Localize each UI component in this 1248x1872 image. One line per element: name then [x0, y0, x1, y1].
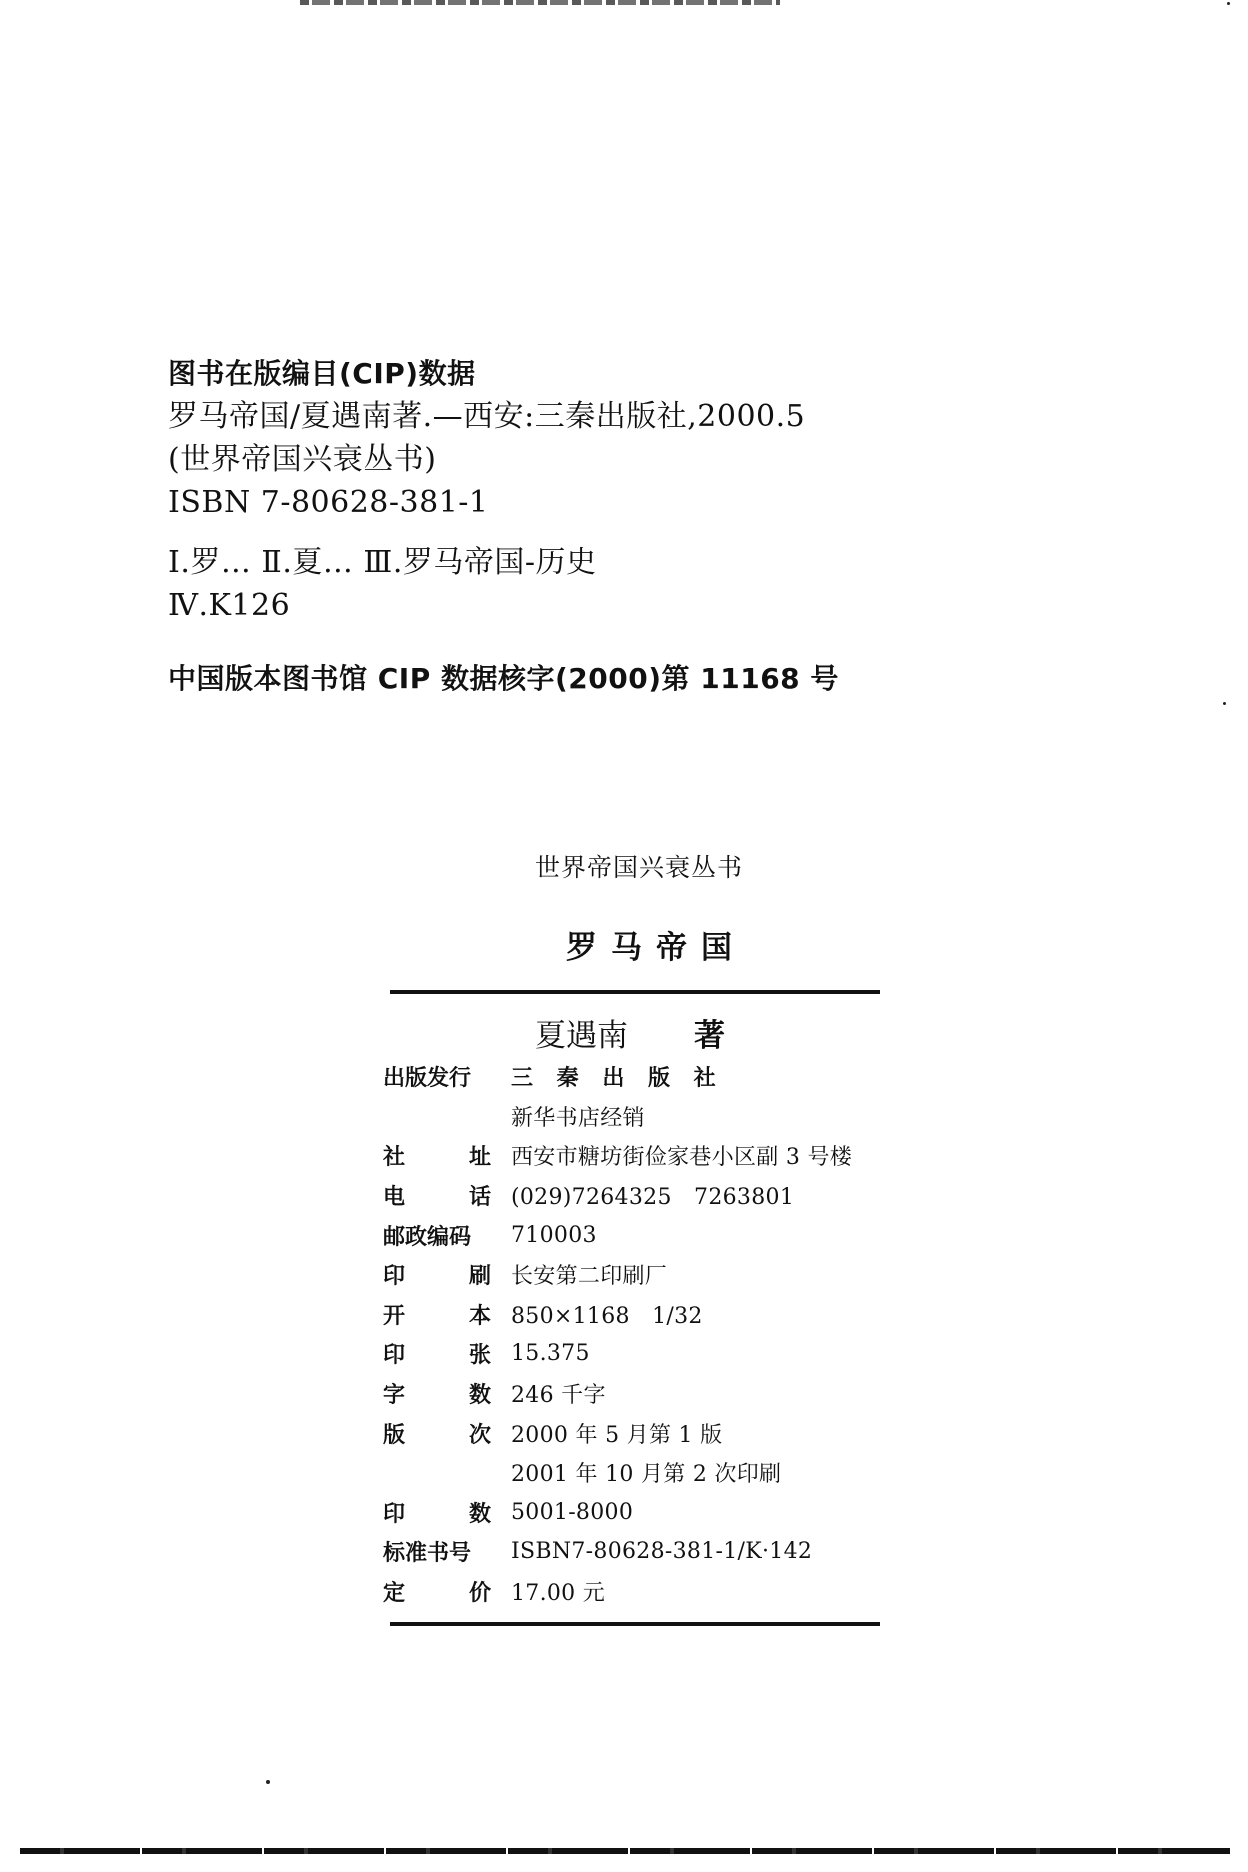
colophon-label-part: 张 — [468, 1343, 491, 1369]
colophon-row — [383, 1572, 903, 1612]
author-line — [535, 1010, 725, 1055]
colophon-label — [383, 1536, 491, 1567]
colophon-row — [383, 1176, 903, 1216]
cip-isbn-line: ISBN 7-80628-381-1 — [168, 485, 489, 520]
colophon-row — [383, 1097, 903, 1137]
colophon-row — [383, 1374, 903, 1414]
cip-subject-line: Ⅰ.罗… Ⅱ.夏… Ⅲ.罗马帝国-历史 — [168, 545, 597, 580]
colophon-label — [383, 1299, 491, 1330]
colophon-value: 15.375 — [511, 1341, 590, 1367]
colophon-value: 2000 年 5 月第 1 版 — [511, 1422, 723, 1448]
colophon-value: ISBN7-80628-381-1/K·142 — [511, 1539, 813, 1565]
colophon-label-part: 印 — [383, 1501, 406, 1527]
colophon-value: 5001-8000 — [511, 1499, 634, 1525]
divider-bottom — [390, 1622, 880, 1626]
colophon-row — [383, 1255, 903, 1295]
divider-top — [390, 990, 880, 994]
colophon-label-part: 邮政编码 — [383, 1224, 472, 1250]
cip-approval-number: 中国版本图书馆 CIP 数据核字(2000)第 11168 号 — [168, 662, 839, 695]
series-name: 世界帝国兴衰丛书 — [535, 853, 744, 882]
scan-speck — [1227, 2, 1230, 5]
colophon-label-part: 社 — [383, 1145, 406, 1171]
book-title: 罗马帝国 — [566, 930, 746, 966]
scan-edge-bottom — [20, 1848, 1230, 1854]
colophon-value: 三 秦 出 版 社 — [511, 1066, 724, 1092]
colophon-label — [383, 1180, 491, 1211]
colophon-row — [383, 1215, 903, 1255]
cip-data-block — [168, 352, 928, 700]
author-name: 夏遇南 — [535, 1018, 628, 1054]
colophon-label-part: 次 — [468, 1422, 491, 1448]
colophon-row — [383, 1334, 903, 1374]
colophon-label-part: 印 — [383, 1343, 406, 1369]
colophon-table — [383, 1057, 903, 1611]
colophon-row — [383, 1493, 903, 1533]
colophon-label-part: 出版发行 — [383, 1066, 472, 1092]
colophon-value: 新华书店经销 — [511, 1105, 645, 1131]
colophon-value: 246 千字 — [511, 1383, 606, 1409]
colophon-value: 2001 年 10 月第 2 次印刷 — [511, 1462, 782, 1488]
colophon-row — [383, 1532, 903, 1572]
scan-edge-top — [300, 0, 780, 5]
colophon-label-part: 版 — [383, 1422, 406, 1448]
colophon-label-part: 话 — [468, 1185, 491, 1211]
cip-bibliographic-line: 罗马帝国/夏遇南著.—西安:三秦出版社,2000.5 — [168, 399, 806, 434]
colophon-value: 长安第二印刷厂 — [511, 1264, 668, 1290]
colophon-value: (029)7264325 7263801 — [511, 1185, 795, 1211]
cip-heading: 图书在版编目(CIP)数据 — [168, 357, 476, 390]
colophon-row — [383, 1136, 903, 1176]
colophon-label — [383, 1259, 491, 1290]
colophon-label — [383, 1378, 491, 1409]
colophon-label-part: 开 — [383, 1303, 406, 1329]
colophon-label-part: 电 — [383, 1185, 406, 1211]
colophon-row — [383, 1413, 903, 1453]
colophon-label — [383, 1061, 491, 1092]
colophon-label — [383, 1338, 491, 1369]
colophon-label — [383, 1418, 491, 1449]
colophon-row — [383, 1057, 903, 1097]
cip-series-line: (世界帝国兴衰丛书) — [168, 442, 437, 477]
colophon-label-part: 本 — [468, 1303, 491, 1329]
colophon-label-part: 字 — [383, 1383, 406, 1409]
colophon-label-part: 印 — [383, 1264, 406, 1290]
colophon-label-part: 数 — [468, 1501, 491, 1527]
colophon-label-part: 定 — [383, 1581, 406, 1607]
colophon-value: 17.00 元 — [511, 1581, 606, 1607]
colophon-label-part: 刷 — [468, 1264, 491, 1290]
colophon-label-part: 数 — [468, 1383, 491, 1409]
scan-speck — [1223, 702, 1226, 705]
colophon-label-part: 址 — [468, 1145, 491, 1171]
colophon-value: 850×1168 1/32 — [511, 1303, 703, 1329]
scan-speck — [266, 1780, 270, 1784]
colophon-label — [383, 1220, 491, 1251]
colophon-value: 710003 — [511, 1222, 597, 1248]
colophon-label — [383, 1497, 491, 1528]
colophon-row — [383, 1295, 903, 1335]
cip-classification-line: Ⅳ.K126 — [168, 588, 291, 623]
colophon-label — [383, 1140, 491, 1171]
colophon-label-part: 价 — [468, 1581, 491, 1607]
colophon-row — [383, 1453, 903, 1493]
colophon-value: 西安市糖坊街俭家巷小区副 3 号楼 — [511, 1145, 853, 1171]
author-role: 著 — [694, 1018, 725, 1054]
colophon-label-part: 标准书号 — [383, 1541, 472, 1567]
colophon-label — [383, 1576, 491, 1607]
